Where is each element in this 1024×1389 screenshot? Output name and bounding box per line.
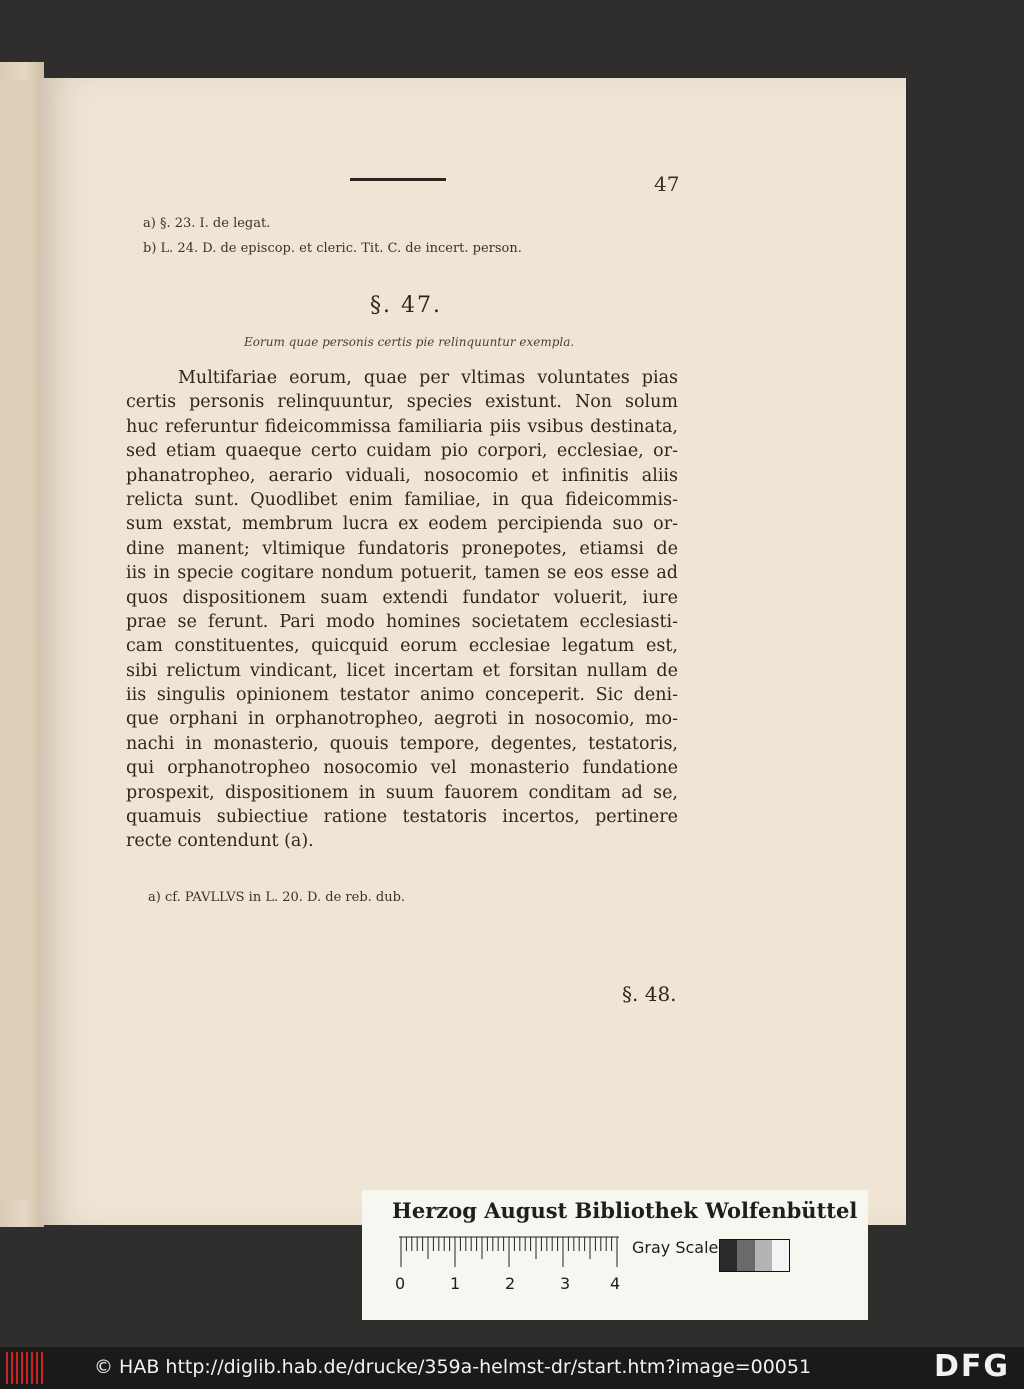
ruler-number: 2 [505,1274,516,1293]
body-text [126,366,678,854]
text-line: phanatropheo, aerario viduali, nosocomio et infinitis aliis [126,465,678,486]
measurement-ruler [399,1236,619,1272]
ruler-number: 1 [450,1274,461,1293]
credit-link[interactable]: © HAB http://diglib.hab.de/drucke/359a-helmst-dr/start.htm?image=00051 [94,1356,812,1378]
adjacent-page-shadow [0,80,30,1200]
text-line: sum exstat, membrum lucra ex eodem percipienda suo or- [126,514,678,535]
text-line: nachi in monasterio, quouis tempore, degentes, testatoris, [126,733,678,754]
text-line: sed etiam quaeque certo cuidam pio corpori, ecclesiae, or- [126,441,678,462]
gray-scale-swatches [719,1239,790,1272]
footer-bar [0,1347,1024,1389]
text-line: cam constituentes, quicquid eorum ecclesiae legatum est, [126,636,678,657]
text-line: iis singulis opinionem testator animo conceperit. Sic deni- [126,685,678,706]
text-line: relicta sunt. Quodlibet enim familiae, in qua fideicommis- [126,489,678,510]
text-line: huc referuntur fideicommissa familiaria piis vsibus destinata, [126,416,678,437]
library-title: Herzog August Bibliothek Wolfenbüttel [392,1198,858,1223]
text-line: qui orphanotropheo nosocomio vel monasterio fundatione [126,758,678,779]
text-line: recte contendunt (a). [126,831,314,852]
section-subtitle: Eorum quae personis certis pie relinquuntur exempla. [244,335,575,349]
page-number: 47 [654,172,680,196]
header-rule [350,178,446,181]
hab-barcode-logo [6,1352,46,1384]
gray-swatch [737,1240,754,1271]
catchword: §. 48. [622,982,677,1006]
text-line: quamuis subiectiue ratione testatoris incertos, pertinere [126,807,678,828]
gray-swatch [772,1240,789,1271]
color-target-card [362,1190,868,1320]
footnote-b-top: b) L. 24. D. de episcop. et cleric. Tit. C. de incert. person. [143,241,522,256]
ruler-number: 3 [560,1274,571,1293]
text-line: certis personis relinquuntur, species existunt. Non solum [126,392,678,413]
dfg-logo: DFG [934,1349,1011,1384]
gray-swatch [755,1240,772,1271]
gray-swatch [720,1240,737,1271]
section-heading: §. 47. [370,293,442,318]
text-line: Multifariae eorum, quae per vltimas voluntates pias [178,368,678,388]
text-line: sibi relictum vindicant, licet incertam et forsitan nullam de [126,660,678,681]
text-line: prospexit, dispositionem in suum fauorem conditam ad se, [126,782,678,803]
gray-scale-label: Gray Scale [632,1238,719,1257]
text-line: quos dispositionem suam extendi fundator voluerit, iure [126,587,678,608]
text-line: que orphani in orphanotropheo, aegroti in nosocomio, mo- [126,709,678,730]
footnote-a-top: a) §. 23. I. de legat. [143,216,271,231]
ruler-number: 4 [610,1274,621,1293]
ruler-number: 0 [395,1274,406,1293]
text-line: dine manent; vltimique fundatoris pronepotes, etiamsi de [126,538,678,559]
text-line: prae se ferunt. Pari modo homines societatem ecclesiasti- [126,611,678,632]
footnote-a-bottom: a) cf. PAVLLVS in L. 20. D. de reb. dub. [148,890,406,905]
text-line: iis in specie cogitare nondum potuerit, tamen se eos esse ad [126,563,678,584]
